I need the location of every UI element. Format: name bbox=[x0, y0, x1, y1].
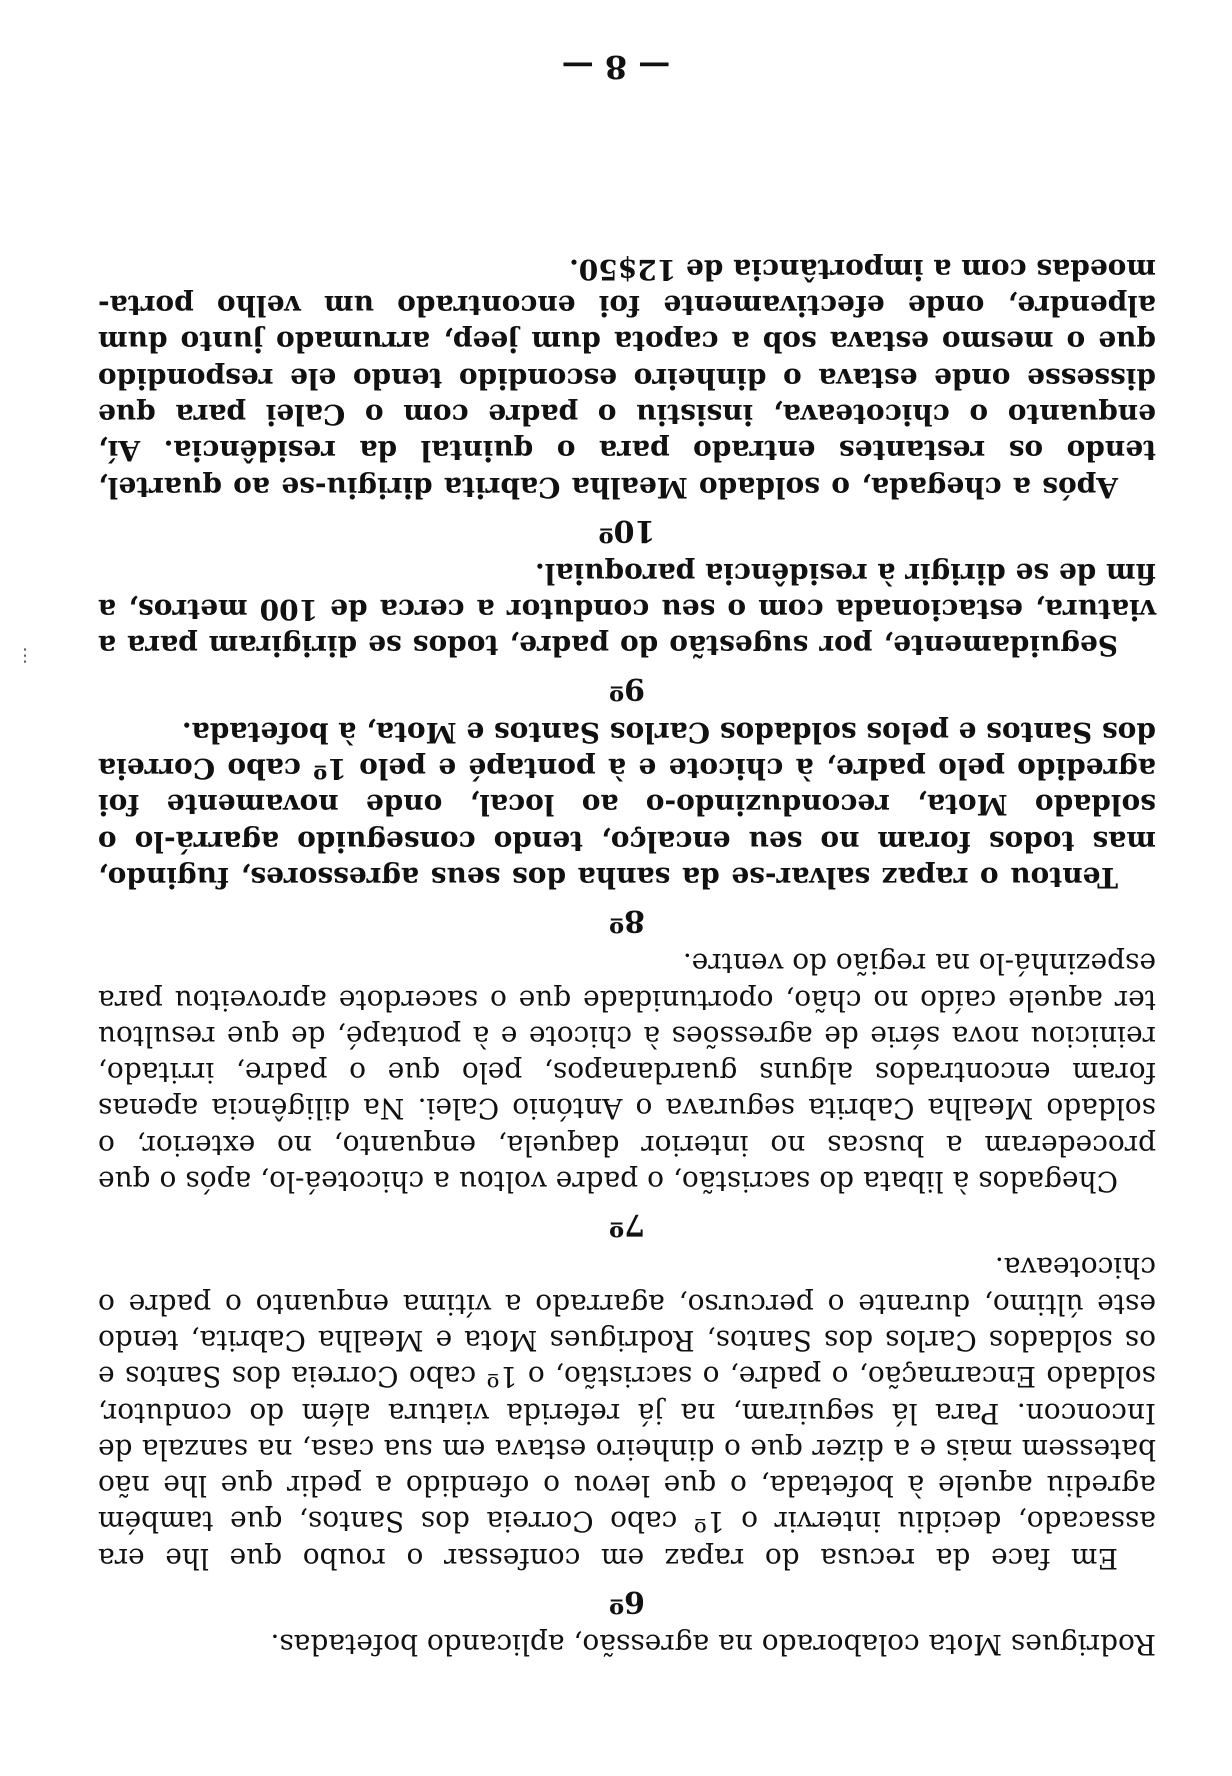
paragraph: Em face da recusa do rapaz em confessar o roubo que lhe era assacado, decidiu intervir o 1º cabo Correia dos Santos, que também agrediu aquele à bofetada, o que levou o ofendido a pedir que lhe não batessem mais e a dizer que o dinheiro estava em sua casa, na sanzala de Inconcon. Para lá seguiram, na já referida viatura além do condutor, soldado Encarnação, o padre, o sacristão, o 1º cabo Correia dos Santos e os soldados Carlos dos Santos, Rodrigues Mota e Mealha Cabrita, tendo este último, durante o percurso, agarrado a vítima enquanto o padre o chicoteava. bbox=[98, 1251, 1156, 1575]
section-heading: 6º bbox=[609, 1583, 645, 1619]
section-heading: 8º bbox=[609, 902, 645, 938]
section-heading: 9º bbox=[609, 671, 645, 707]
paragraph: Rodrigues Mota colaborado na agressão, aplicando bofetadas. bbox=[270, 1628, 1156, 1661]
paragraph: Após a chegada, o soldado Mealha Cabrita dirigiu-se ao quartel, tendo os restantes entrado para o quintal da residência. Aí, enquanto o chicoteava, insistiu o padre com o Calei para que dissesse onde estava o dinheiro escondido tendo ele respondido que o mesmo estava sob a capota dum jeep, arrumado junto dum alpendre, onde efectivamente foi encontrado um velho porta-moedas com a importância de 12$50. bbox=[98, 252, 1156, 504]
paragraph: Chegados à libata do sacristão, o padre voltou a chicoteá-lo, após o que procederam a buscas no interior daquela, enquanto, no exterior, o soldado Mealha Cabrita segurava o António Calei. Na diligência apenas foram encontrados alguns guardanapos, pelo que o padre, irritado, reiniciou nova série de agressões à chicote e à pontapé, de que resultou ter aquele caído no chão, oportunidade que o sacerdote aproveitou para espezinhá-lo na região do ventre. bbox=[98, 947, 1156, 1199]
section-heading: 10º bbox=[598, 512, 656, 548]
paragraph: Tentou o rapaz salvar-se da sanha dos seus agressores, fugindo, mas todos foram no seu encalço, tendo conseguido agarrá-lo o soldado Mota, reconduzindo-o ao local, onde novamente foi agredido pelo padre, à chicote e à pontapé e pelo 1º cabo Correia dos Santos e pelos soldados Carlos Santos e Mota, à bofetada. bbox=[98, 715, 1156, 894]
paragraph: Seguidamente, por sugestão do padre, todos se dirigiram para a viatura, estacionada com o seu condutor a cerca de 100 metros, a fim de se dirigir à residência paroquial. bbox=[98, 556, 1156, 663]
margin-mark: ⋮ bbox=[16, 645, 34, 666]
text-column bbox=[98, 251, 1156, 1663]
section-heading: 7º bbox=[609, 1207, 645, 1243]
page-number: — 8 — bbox=[561, 48, 671, 86]
